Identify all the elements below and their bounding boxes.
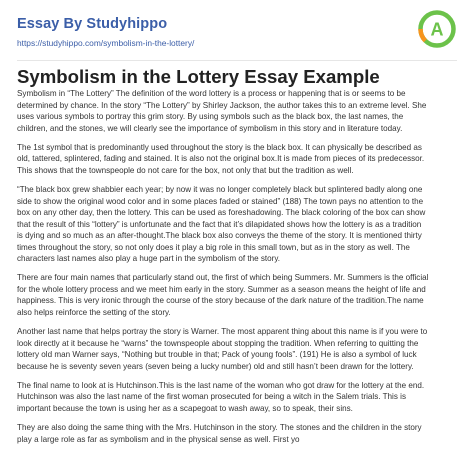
- paragraph: [17, 326, 457, 372]
- text-line: side to show the original wood color and in some places faded or stained” (188) The town pays no attention to the: [17, 196, 424, 206]
- site-title[interactable]: Essay By Studyhippo: [17, 16, 168, 32]
- text-line: look directly at it because he “warns” the townspeople about stopping the tradition. When referring to quitting the: [17, 338, 419, 348]
- page-title: Symbolism in the Lottery Essay Example: [17, 66, 380, 87]
- text-line: old, tattered, splintered, fading and stained. It is also not the original box.It is made from pieces of its predecessor.: [17, 154, 425, 164]
- text-line: Another last name that helps portray the story is Warner. The most apparent thing about this name is if you were to: [17, 327, 428, 337]
- text-line: times throughout the story, so not only does it play a big role in this small town, but as in the story as well. The: [17, 242, 410, 252]
- header-divider: [17, 60, 457, 61]
- text-line: for the whole lottery process and we meet him early in the story. Summer as a season means the height of life and: [17, 284, 426, 294]
- text-line: uses various symbols to portray this grim story. By using symbols such as the black box, the last names, the: [17, 112, 404, 121]
- text-line: Hutchinson was also the last name of the first woman prosecuted for being a witch in the Salem trials. This is: [17, 392, 406, 402]
- paragraph: [17, 422, 457, 445]
- text-line: The 1st symbol that is predominantly used throughout the story is the black box. It can physically be described as: [17, 142, 422, 152]
- text-line: because he is seventy seven years (seven being a lucky number) old and still hasn’t been drawn for the lottery.: [17, 361, 414, 371]
- text-line: Symbolism in “The Lottery” The definition of the word lottery is a process or happening that is or seems to be: [17, 89, 406, 98]
- text-line: The final name to look at is Hutchinson.This is the last name of the woman who got draw for the lottery at the end.: [17, 380, 425, 390]
- text-line: that the result of this “lottery” is unfortunate and the fact that it’s dilapidated shows how the lottery is as a tradition: [17, 219, 422, 229]
- logo-letter: A: [430, 19, 444, 40]
- essay-body: [17, 88, 457, 453]
- paragraph: [17, 184, 457, 265]
- text-line: determined by chance. In the story “The Lottery” by Shirley Jackson, the author takes this to an extreme level. She: [17, 100, 427, 110]
- page-url[interactable]: https://studyhippo.com/symbolism-in-the-lottery/: [17, 38, 195, 48]
- text-line: lottery old man Warner says, “Nothing but trouble in that; Pack of young fools”. (191) He is also a symbol of luck: [17, 350, 417, 360]
- site-logo-icon[interactable]: [417, 9, 457, 49]
- text-line: children, and the stones, we will clearly see the importance of symbolism in this story and in literature today.: [17, 123, 403, 133]
- text-line: happiness. This is very ironic through the course of the story because of the dark nature of the tradition.The name: [17, 296, 424, 306]
- paragraph: [17, 88, 457, 134]
- text-line: They are also doing the same thing with the Mrs. Hutchinson in the story. The stones and the children in the story: [17, 423, 422, 433]
- text-line: box on any other day, then the lottery. This can be used as foreshadowing. The black coloring of the box can show: [17, 208, 426, 218]
- text-line: This shows that the townspeople do not care for the box, not only that but the tradition as well.: [17, 165, 354, 175]
- site-header: [0, 0, 474, 60]
- paragraph: [17, 380, 457, 415]
- text-line: characters last names also play a huge part in the symbolism of the story.: [17, 254, 281, 264]
- text-line: play a large role as far as symbolism and in the physical sense as well. First yo: [17, 434, 300, 444]
- paragraph: [17, 272, 457, 318]
- text-line: also helps reinforce the setting of the story.: [17, 307, 171, 317]
- paragraph: [17, 142, 457, 177]
- text-line: “The black box grew shabbier each year; by now it was no longer completely black but splintered badly along one: [17, 185, 423, 195]
- text-line: is dying and so much as an after-thought.The black box also conveys the theme of the story. It is mentioned thirty: [17, 231, 422, 241]
- text-line: There are four main names that particularly stand out, the first of which being Summers. Mr. Summers is the official: [17, 273, 429, 283]
- text-line: important because the town is using her as a scapegoat to wash away, so to speak, their sins.: [17, 403, 353, 413]
